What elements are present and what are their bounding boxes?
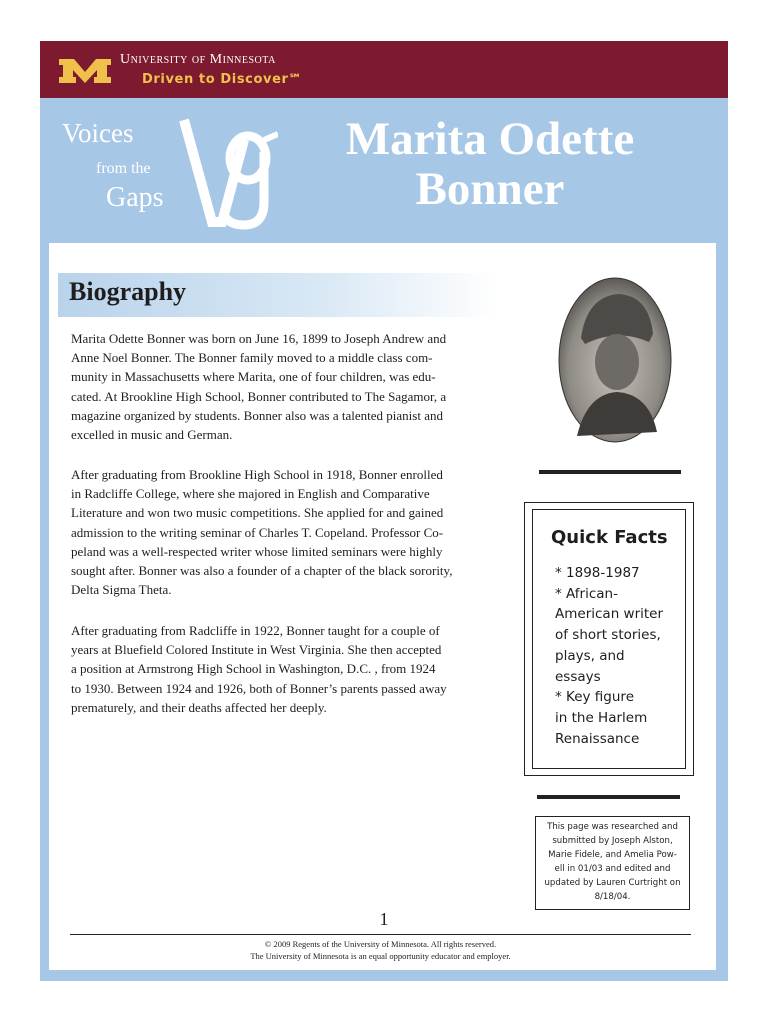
page-frame bbox=[40, 41, 728, 981]
quick-fact-line: Renaissance bbox=[555, 730, 640, 747]
biography-paragraph-2 bbox=[71, 465, 501, 599]
biography-heading: Biography bbox=[69, 277, 187, 306]
credits-line: 8/18/04. bbox=[594, 891, 631, 902]
footer-copyright: © 2009 Regents of the University of Minnesota. All rights reserved. bbox=[264, 939, 497, 949]
footer bbox=[70, 938, 691, 962]
banner bbox=[40, 98, 728, 243]
title-line-1: Marita Odette bbox=[345, 113, 635, 165]
quick-facts-title: Quick Facts bbox=[551, 527, 668, 548]
biography-paragraph-3 bbox=[71, 621, 501, 717]
credits-line: This page was researched and bbox=[547, 822, 678, 832]
divider-rule-bottom bbox=[537, 795, 680, 799]
text-line: cated. At Brookline High School, Bonner contributed to The Sagamor, a bbox=[71, 388, 447, 404]
text-line: a position at Armstrong High School in Washington, D.C. , from 1924 bbox=[71, 661, 436, 677]
credits-line: updated by Lauren Curtright on bbox=[544, 877, 681, 888]
logo-text-voices: Voices bbox=[62, 118, 134, 148]
title-line-2: Bonner bbox=[415, 163, 565, 215]
text-line: peland was a well-respected writer whose limited seminars were highly bbox=[71, 543, 443, 559]
footer-equal-opportunity: The University of Minnesota is an equal opportunity educator and employer. bbox=[250, 951, 511, 961]
text-line: munity in Massachusetts where Marita, one of four children, was edu- bbox=[71, 369, 436, 385]
university-tagline: Driven to Discover℠ bbox=[142, 72, 303, 87]
text-line: Marita Odette Bonner was born on June 16, 1899 to Joseph Andrew and bbox=[71, 331, 447, 346]
quick-fact-line: in the Harlem bbox=[555, 709, 648, 726]
credits-line: Marie Fidele, and Amelia Pow- bbox=[548, 849, 677, 860]
university-header-bar bbox=[40, 41, 728, 98]
text-line: Delta Sigma Theta. bbox=[71, 582, 172, 598]
text-line: magazine organized by students. Bonner also was a talented pianist and bbox=[71, 407, 443, 423]
text-line: After graduating from Radcliffe in 1922, Bonner taught for a couple of bbox=[71, 623, 440, 638]
text-line: to 1930. Between 1924 and 1926, both of Bonner’s parents passed away bbox=[71, 680, 447, 696]
text-line: sought after. Bonner was also a founder of a chapter of the black sorority, bbox=[71, 563, 453, 579]
logo-text-gaps: Gaps bbox=[106, 182, 164, 213]
footer-divider bbox=[70, 934, 691, 935]
biography-heading-band bbox=[58, 273, 498, 317]
text-line: Anne Noel Bonner. The Bonner family moved to a middle class com- bbox=[71, 350, 433, 366]
credits-text bbox=[539, 821, 686, 904]
page-title bbox=[290, 114, 690, 214]
logo-text-from-the: from the bbox=[96, 160, 151, 177]
credits-line: ell in 01/03 and edited and bbox=[554, 863, 671, 874]
content-panel bbox=[49, 243, 716, 970]
vg-logo-mark-icon bbox=[178, 110, 278, 230]
quick-facts-list bbox=[555, 563, 685, 749]
text-line: years at Bluefield Colored Institute in West Virginia. She then accepted bbox=[71, 642, 442, 658]
text-line: excelled in music and German. bbox=[71, 427, 233, 443]
quick-fact-line: essays bbox=[555, 668, 601, 685]
quick-fact-line: of short stories, bbox=[555, 627, 661, 644]
text-line: After graduating from Brookline High School in 1918, Bonner enrolled bbox=[71, 467, 443, 482]
portrait-photo bbox=[557, 276, 673, 444]
text-line: Literature and won two music competitions. She applied for and gained bbox=[71, 505, 444, 521]
quick-fact-line: * Key figure bbox=[555, 689, 634, 706]
divider-rule-top bbox=[539, 470, 681, 474]
quick-fact-line: plays, and bbox=[555, 647, 625, 664]
credits-line: submitted by Joseph Alston, bbox=[552, 835, 673, 846]
university-m-logo-icon bbox=[59, 55, 111, 85]
credits-box bbox=[535, 816, 690, 910]
text-line: in Radcliffe College, where she majored in English and Comparative bbox=[71, 486, 430, 502]
quick-fact-line: * 1898-1987 bbox=[555, 565, 640, 581]
university-name: University of Minnesota bbox=[120, 52, 276, 67]
text-line: prematurely, and their deaths affected her deeply. bbox=[71, 699, 327, 715]
biography-paragraph-1 bbox=[71, 329, 501, 444]
text-line: admission to the writing seminar of Charles T. Copeland. Professor Co- bbox=[71, 524, 444, 540]
quick-fact-line: * African- bbox=[555, 585, 618, 602]
page-number: 1 bbox=[379, 909, 389, 929]
quick-fact-line: American writer bbox=[555, 606, 664, 623]
